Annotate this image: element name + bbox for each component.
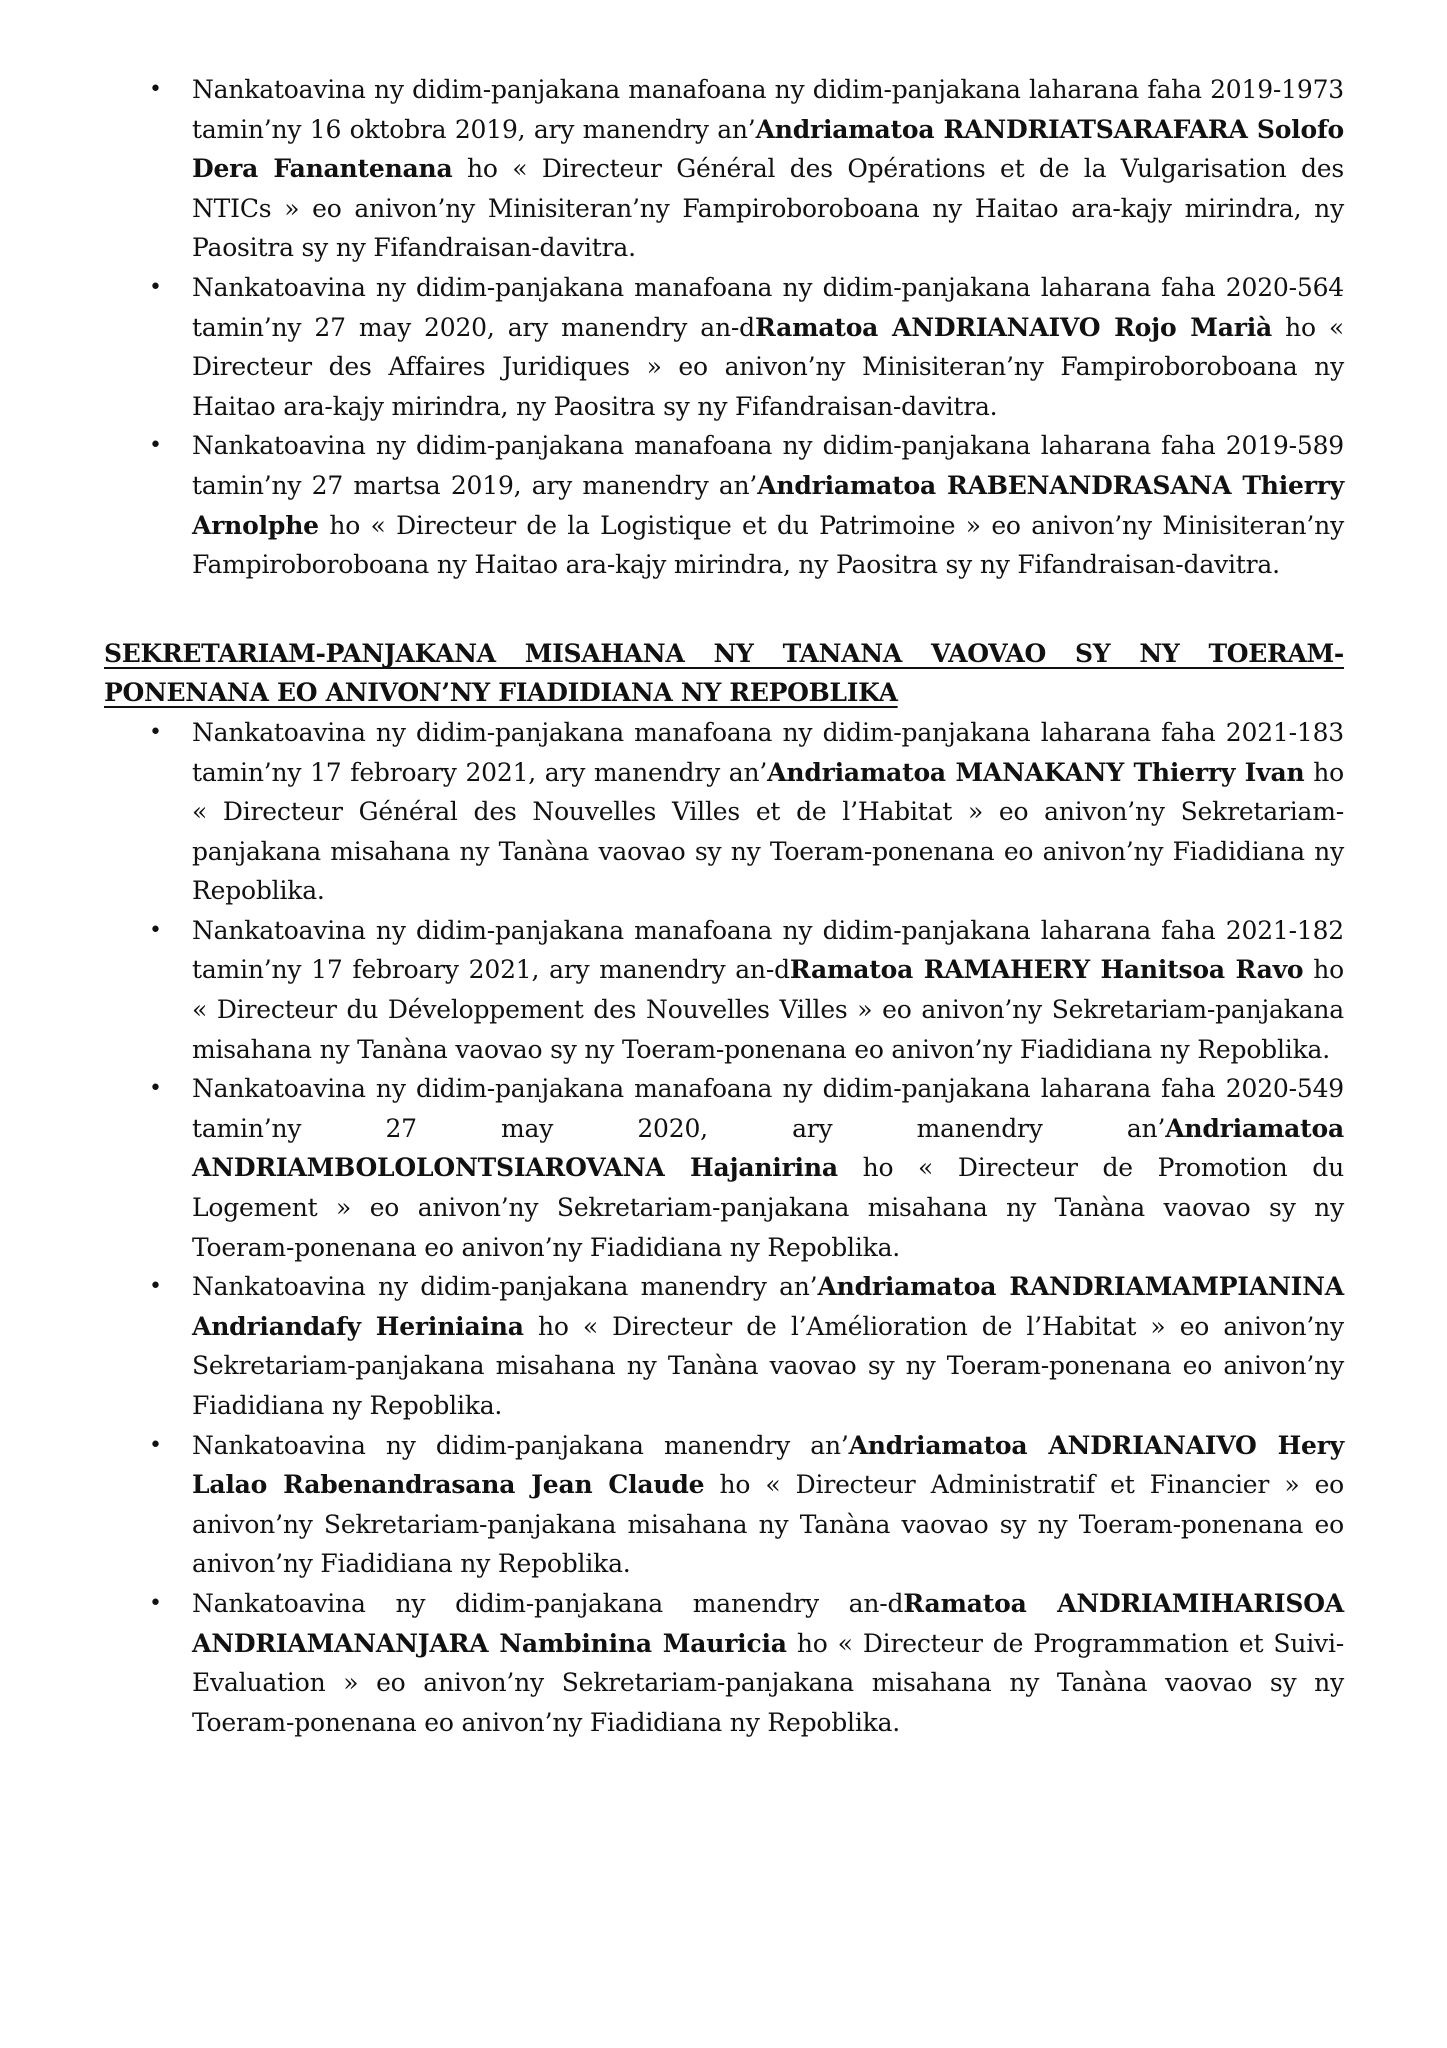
list-item xyxy=(104,1584,1344,1742)
list-item xyxy=(104,426,1344,584)
appointment-list-secretariat xyxy=(104,713,1344,1742)
bullet-icon: • xyxy=(149,1432,162,1458)
item-text-post: ho « Directeur de Programmation et Suivi-Evaluation » eo anivon’ny Sekretariam-panjakana misahana ny Tanàna vaovao sy ny Toeram-ponenana eo anivon’ny Fiadidiana ny Repoblika. xyxy=(192,1628,1344,1737)
item-text-post: ho « Directeur du Développement des Nouvelles Villes » eo anivon’ny Sekretariam-panjakana misahana ny Tanàna vaovao sy ny Toeram-ponenana eo anivon’ny Fiadidiana ny Repoblika. xyxy=(192,955,1345,1064)
item-text-post: ho « Directeur Général des Nouvelles Villes et de l’Habitat » eo anivon’ny Sekretariam-panjakana misahana ny Tanàna vaovao sy ny Toeram-ponenana eo anivon’ny Fiadidiana ny Repoblika. xyxy=(192,757,1344,906)
list-item xyxy=(104,911,1344,1069)
bullet-icon: • xyxy=(149,274,162,300)
document-page xyxy=(104,70,1344,1742)
list-item xyxy=(104,1267,1344,1425)
appointee-name: Andriamatoa RABENANDRASANA Thierry Arnolphe xyxy=(192,470,1344,540)
appointee-name: Ramatoa ANDRIANAIVO Rojo Marià xyxy=(754,312,1273,342)
item-text-pre: Nankatoavina ny didim-panjakana manafoana ny didim-panjakana laharana faha 2020-549 tamin’ny 27 may 2020, ary manendry an’ xyxy=(192,1074,1344,1143)
list-item xyxy=(104,70,1344,268)
appointee-name: Andriamatoa ANDRIANAIVO Hery Lalao Rabenandrasana Jean Claude xyxy=(192,1430,1344,1500)
item-text-pre: Nankatoavina ny didim-panjakana manendry an’ xyxy=(192,1272,818,1302)
bullet-icon: • xyxy=(149,719,162,745)
item-text-pre: Nankatoavina ny didim-panjakana manafoana ny didim-panjakana laharana faha 2019-1973 tamin’ny 16 oktobra 2019, ary manendry an’ xyxy=(192,75,1344,144)
list-item xyxy=(104,268,1344,426)
bullet-icon: • xyxy=(149,1590,162,1616)
appointee-name: Andriamatoa RANDRIATSARAFARA Solofo Dera Fanantenana xyxy=(192,114,1344,184)
bullet-icon: • xyxy=(149,433,162,459)
item-text-post: ho « Directeur de Promotion du Logement » eo anivon’ny Sekretariam-panjakana misahana ny Tanàna vaovao sy ny Toeram-ponenana eo anivon’ny Fiadidiana ny Repoblika. xyxy=(192,1153,1344,1262)
item-text-pre: Nankatoavina ny didim-panjakana manafoana ny didim-panjakana laharana faha 2019-589 tamin’ny 27 martsa 2019, ary manendry an’ xyxy=(192,431,1344,500)
item-text-post: ho « Directeur des Affaires Juridiques » eo anivon’ny Minisiteran’ny Fampiroboroboana ny Haitao ara-kajy mirindra, ny Paositra sy ny Fifandraisan-davitra. xyxy=(192,312,1345,421)
list-item xyxy=(104,713,1344,911)
item-text-pre: Nankatoavina ny didim-panjakana manendry an’ xyxy=(192,1430,849,1460)
item-text-pre: Nankatoavina ny didim-panjakana manafoana ny didim-panjakana laharana faha 2020-564 tamin’ny 27 may 2020, ary manendry an-d xyxy=(192,272,1344,342)
section-heading: SEKRETARIAM-PANJAKANA MISAHANA NY TANANA VAOVAO SY NY TOERAM-PONENANA EO ANIVON’NY FIADIDIANA NY REPOBLIKA xyxy=(104,638,1344,708)
list-item xyxy=(104,1426,1344,1584)
appointee-name: Andriamatoa RANDRIAMAMPIANINA Andriandafy Heriniaina xyxy=(192,1272,1344,1341)
item-text-post: ho « Directeur Général des Opérations et de la Vulgarisation des NTICs » eo anivon’ny Minisiteran’ny Fampiroboroboana ny Haitao ara-kajy mirindra, ny Paositra sy ny Fifandraisan-davitra. xyxy=(192,154,1345,263)
bullet-icon: • xyxy=(149,1076,162,1102)
appointment-list-ministry xyxy=(104,70,1344,585)
bullet-icon: • xyxy=(149,77,162,102)
item-text-post: ho « Directeur de l’Amélioration de l’Habitat » eo anivon’ny Sekretariam-panjakana misahana ny Tanàna vaovao sy ny Toeram-ponenana eo anivon’ny Fiadidiana ny Repoblika. xyxy=(192,1311,1344,1420)
item-text-pre: Nankatoavina ny didim-panjakana manafoana ny didim-panjakana laharana faha 2021-183 tamin’ny 17 febroary 2021, ary manendry an’ xyxy=(192,717,1344,787)
item-text-post: ho « Directeur Administratif et Financier » eo anivon’ny Sekretariam-panjakana misahana ny Tanàna vaovao sy ny Toeram-ponenana eo anivon’ny Fiadidiana ny Repoblika. xyxy=(192,1470,1345,1579)
bullet-icon: • xyxy=(149,1274,162,1300)
appointee-name: Andriamatoa MANAKANY Thierry Ivan xyxy=(767,757,1305,787)
appointee-name: Ramatoa ANDRIAMIHARISOA ANDRIAMANANJARA Nambinina Mauricia xyxy=(192,1588,1345,1658)
item-text-post: ho « Directeur de la Logistique et du Patrimoine » eo anivon’ny Minisiteran’ny Fampiroboroboana ny Haitao ara-kajy mirindra, ny Paositra sy ny Fifandraisan-davitra. xyxy=(192,510,1344,580)
appointee-name: Ramatoa RAMAHERY Hanitsoa Ravo xyxy=(789,955,1304,985)
item-text-pre: Nankatoavina ny didim-panjakana manendry an-d xyxy=(192,1588,904,1618)
bullet-icon: • xyxy=(149,917,162,943)
appointee-name: Andriamatoa ANDRIAMBOLOLONTSIAROVANA Hajanirina xyxy=(192,1113,1344,1183)
item-text-pre: Nankatoavina ny didim-panjakana manafoana ny didim-panjakana laharana faha 2021-182 tamin’ny 17 febroary 2021, ary manendry an-d xyxy=(192,915,1344,985)
list-item xyxy=(104,1069,1344,1267)
